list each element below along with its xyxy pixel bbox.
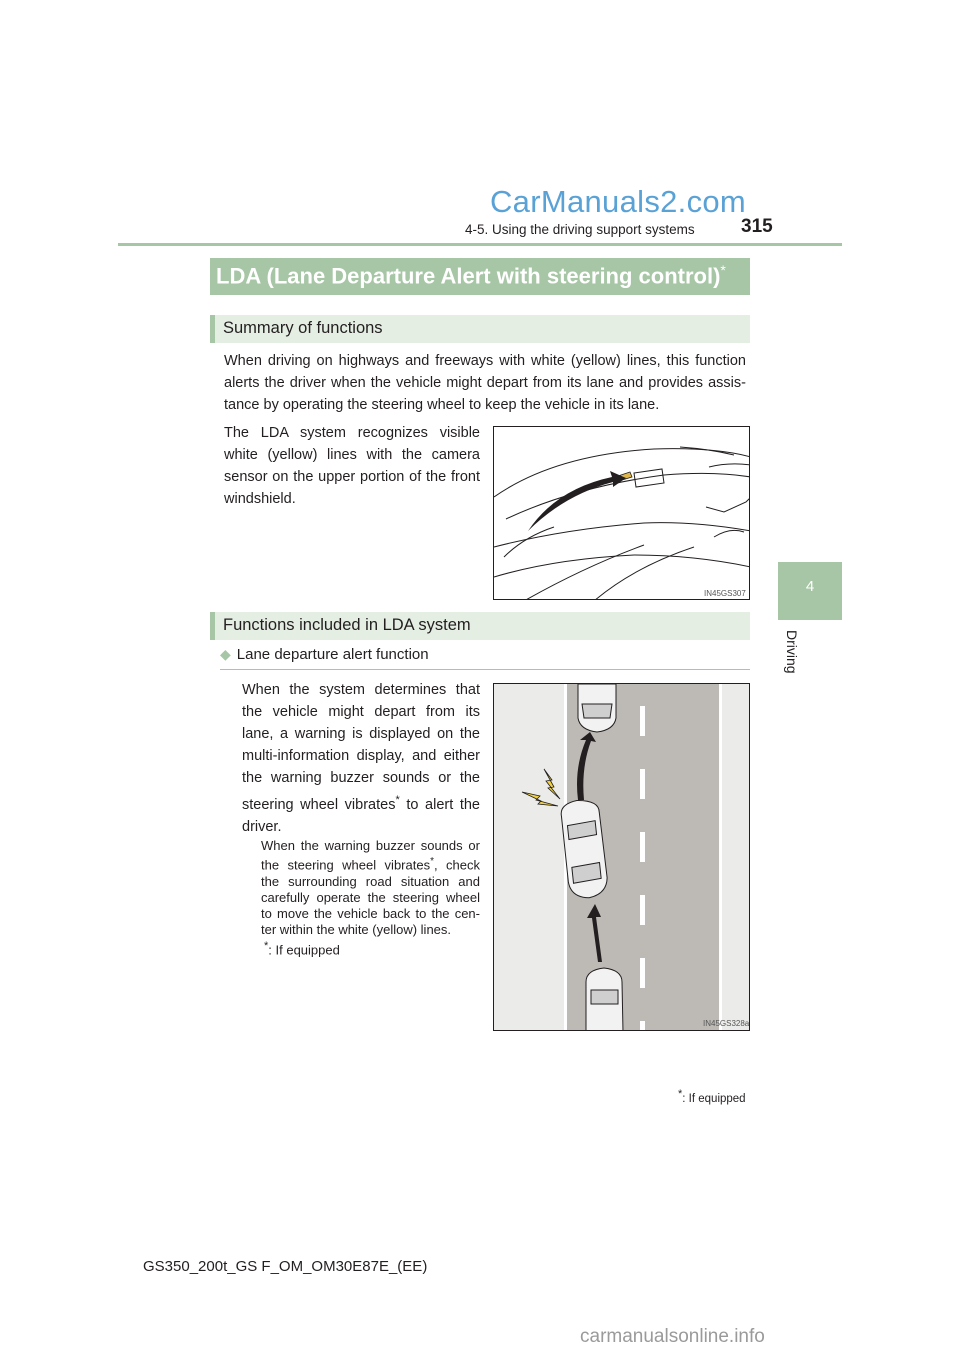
section-title	[216, 262, 726, 289]
watermark-top: CarManuals2.com	[490, 184, 747, 219]
lane-departure-figure	[493, 683, 750, 1031]
lane-departure-illustration	[494, 684, 750, 1031]
paragraph-line	[242, 789, 480, 816]
summary-paragraph-1: When driving on highways and freeways with white (yellow) lines, this function alerts the driver when the vehicle might depart from its lane and provides assis-tance by operating the steering wheel to keep the vehicle in its lane.	[224, 353, 746, 413]
running-header-section: 4-5. Using the driving support systems	[465, 222, 695, 237]
page-footnote-text: : If equipped	[682, 1092, 746, 1105]
camera-sensor-figure	[493, 426, 750, 600]
page-number: 315	[741, 216, 773, 237]
paragraph-text: to alert the	[399, 796, 480, 813]
lane-departure-paragraph	[242, 679, 480, 838]
chapter-tab-label: Driving	[784, 630, 800, 674]
lane-departure-subheading	[220, 646, 429, 663]
note-mark: *	[430, 856, 434, 868]
note-footnote-mark: *	[264, 940, 269, 952]
paragraph-line: the warning buzzer sounds or the	[242, 770, 480, 786]
lane-departure-subheading-text: Lane departure alert function	[236, 646, 429, 663]
paragraph-text: steering wheel vibrates	[242, 796, 396, 813]
camera-sensor-illustration	[494, 427, 750, 600]
paragraph-line: the vehicle might depart from its	[242, 704, 480, 720]
paragraph-line: multi-information display, and either	[242, 748, 480, 764]
paragraph-mark: *	[395, 794, 400, 806]
camera-figure-code: IN45GS307	[704, 589, 746, 598]
summary-heading: Summary of functions	[223, 319, 383, 337]
document-footer: GS350_200t_GS F_OM_OM30E87E_(EE)	[143, 1258, 428, 1275]
note-footnote-text: : If equipped	[268, 942, 340, 958]
paragraph-line: lane, a warning is displayed on the	[242, 726, 480, 742]
section-title-mark: *	[720, 262, 726, 278]
note-text: , check the surrounding road situation and carefully operate the steering wheel to move the vehicle back to the cen-ter within the white (yellow) lines.	[261, 857, 480, 938]
diamond-icon: ◆	[220, 646, 231, 662]
note-footnote	[264, 938, 340, 959]
watermark-bottom: carmanualsonline.info	[580, 1326, 765, 1347]
page-footnote-mark: *	[678, 1088, 683, 1100]
functions-heading: Functions included in LDA system	[223, 616, 471, 634]
section-title-text: LDA (Lane Departure Alert with steering control)	[216, 263, 721, 289]
summary-paragraph-2: The LDA system recognizes visible white (yellow) lines with the camera sensor on the upper portion of the front windshield.	[224, 425, 480, 507]
warning-note	[261, 838, 480, 939]
subheading-rule	[220, 669, 750, 670]
paragraph-line: driver.	[242, 818, 282, 835]
paragraph-line: When the system determines that	[242, 682, 480, 698]
lane-figure-code: IN45GS328a	[703, 1019, 750, 1028]
header-rule	[118, 243, 842, 246]
note-text: When the warning buzzer sounds or the steering wheel vibrates	[261, 838, 480, 873]
page-footnote	[678, 1088, 746, 1105]
chapter-tab-number: 4	[805, 578, 815, 595]
